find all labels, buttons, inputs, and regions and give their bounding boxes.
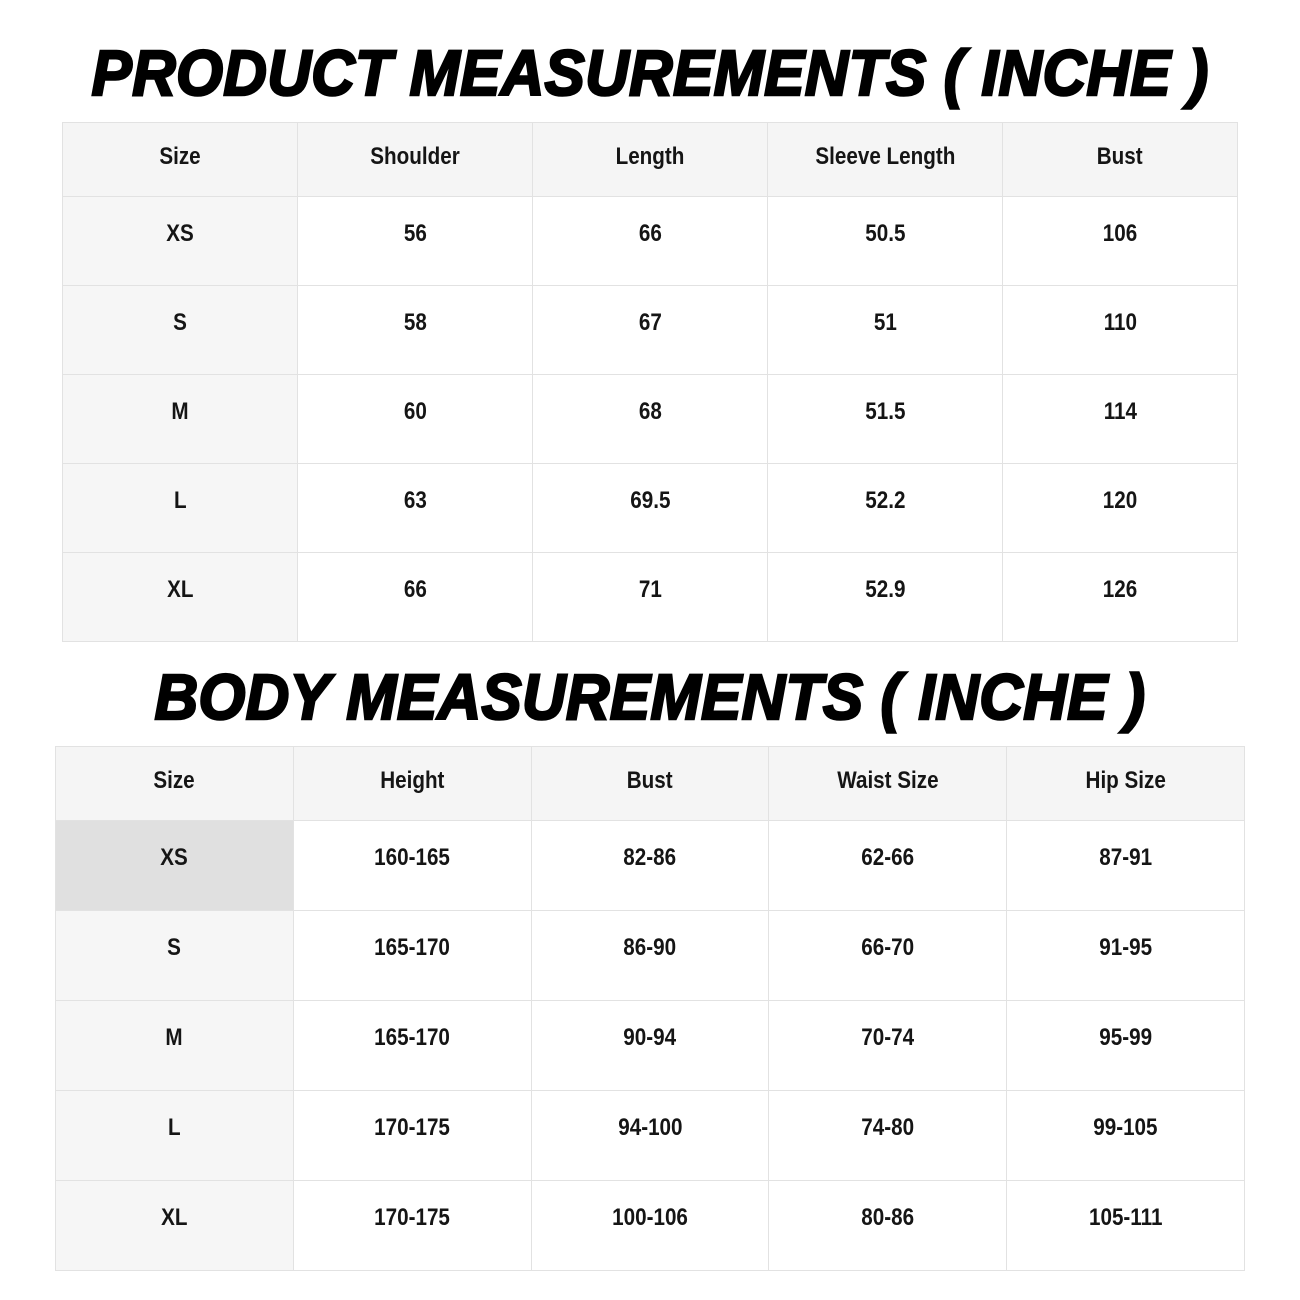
value-cell	[533, 553, 768, 642]
column-header-text: Shoulder	[370, 143, 460, 170]
table-row	[56, 821, 1245, 911]
value-cell	[1003, 197, 1238, 286]
value-cell-text: 80-86	[861, 1204, 915, 1231]
column-header	[293, 747, 531, 821]
size-cell	[56, 821, 294, 911]
value-cell	[293, 1001, 531, 1091]
column-header-text: Bust	[627, 767, 673, 794]
value-cell	[533, 286, 768, 375]
table-row	[56, 911, 1245, 1001]
value-cell	[298, 197, 533, 286]
size-cell-text: S	[173, 308, 187, 336]
value-cell-text: 58	[403, 308, 427, 336]
column-header	[63, 123, 298, 197]
column-header-text: Height	[380, 767, 445, 794]
body-measurements-table	[55, 746, 1245, 1271]
size-cell	[63, 286, 298, 375]
size-cell-text: XL	[161, 1204, 188, 1231]
value-cell-text: 68	[638, 397, 662, 425]
column-header	[1007, 747, 1245, 821]
size-cell	[56, 911, 294, 1001]
product-measurements-table	[62, 122, 1238, 642]
size-cell-text: L	[173, 486, 187, 514]
value-cell-text: 160-165	[374, 844, 451, 871]
size-cell	[56, 1091, 294, 1181]
value-cell	[768, 197, 1003, 286]
value-cell-text: 165-170	[374, 934, 451, 961]
value-cell	[533, 464, 768, 553]
value-cell	[1007, 821, 1245, 911]
body-measurements-title	[0, 654, 1300, 740]
value-cell	[531, 1181, 769, 1271]
column-header-text: Hip Size	[1085, 767, 1166, 794]
table-row	[56, 1001, 1245, 1091]
body-measurements-title-text: BODY MEASUREMENTS ( INCHE )	[154, 661, 1146, 733]
value-cell	[533, 375, 768, 464]
size-cell	[63, 553, 298, 642]
value-cell	[293, 911, 531, 1001]
value-cell-text: 170-175	[374, 1204, 451, 1231]
value-cell-text: 51	[873, 308, 897, 336]
value-cell-text: 70-74	[861, 1024, 915, 1051]
table-row	[63, 197, 1238, 286]
value-cell	[293, 1091, 531, 1181]
value-cell	[1003, 464, 1238, 553]
value-cell-text: 74-80	[861, 1114, 915, 1141]
value-cell	[293, 821, 531, 911]
column-header-text: Size	[153, 767, 196, 794]
table-row	[63, 553, 1238, 642]
value-cell-text: 87-91	[1099, 844, 1152, 871]
value-cell-text: 52.2	[864, 486, 906, 514]
value-cell-text: 105-111	[1088, 1204, 1163, 1231]
value-cell-text: 62-66	[861, 844, 915, 871]
value-cell-text: 110	[1103, 308, 1137, 336]
column-header	[56, 747, 294, 821]
size-cell	[63, 375, 298, 464]
value-cell	[531, 911, 769, 1001]
value-cell	[298, 375, 533, 464]
value-cell	[768, 464, 1003, 553]
column-header-text: Sleeve Length	[815, 143, 955, 170]
value-cell	[1007, 1001, 1245, 1091]
value-cell	[298, 286, 533, 375]
size-cell-text: XS	[160, 844, 189, 871]
size-cell	[56, 1181, 294, 1271]
value-cell-text: 94-100	[617, 1114, 683, 1141]
value-cell-text: 67	[638, 308, 662, 336]
value-cell	[1003, 553, 1238, 642]
value-cell	[298, 464, 533, 553]
size-cell-text: M	[171, 397, 189, 425]
column-header-text: Length	[615, 143, 685, 170]
value-cell	[768, 553, 1003, 642]
value-cell	[531, 821, 769, 911]
value-cell-text: 106	[1102, 219, 1138, 247]
value-cell-text: 66-70	[861, 934, 915, 961]
value-cell-text: 69.5	[629, 486, 671, 514]
value-cell-text: 126	[1102, 575, 1138, 603]
value-cell-text: 165-170	[374, 1024, 451, 1051]
value-cell-text: 51.5	[864, 397, 906, 425]
column-header-text: Waist Size	[837, 767, 939, 794]
column-header-text: Size	[159, 143, 201, 170]
value-cell-text: 50.5	[864, 219, 906, 247]
table-row	[63, 464, 1238, 553]
product-table-body	[63, 197, 1238, 642]
column-header	[533, 123, 768, 197]
size-cell	[63, 464, 298, 553]
value-cell	[769, 1001, 1007, 1091]
value-cell	[769, 1181, 1007, 1271]
value-cell-text: 86-90	[623, 934, 677, 961]
value-cell-text: 120	[1102, 486, 1138, 514]
size-cell-text: L	[168, 1114, 181, 1141]
value-cell-text: 63	[403, 486, 427, 514]
value-cell	[769, 1091, 1007, 1181]
value-cell-text: 66	[403, 575, 427, 603]
value-cell	[1007, 911, 1245, 1001]
size-cell-text: XS	[166, 219, 194, 247]
value-cell-text: 90-94	[623, 1024, 677, 1051]
value-cell-text: 60	[403, 397, 427, 425]
table-row	[63, 286, 1238, 375]
size-cell	[63, 197, 298, 286]
table-row	[63, 375, 1238, 464]
value-cell	[1003, 286, 1238, 375]
value-cell	[1007, 1181, 1245, 1271]
table-row	[56, 1181, 1245, 1271]
value-cell-text: 82-86	[623, 844, 677, 871]
value-cell-text: 91-95	[1099, 934, 1152, 961]
size-cell-text: S	[167, 934, 182, 961]
value-cell-text: 95-99	[1099, 1024, 1152, 1051]
header-row	[63, 123, 1238, 197]
value-cell	[531, 1091, 769, 1181]
value-cell	[768, 286, 1003, 375]
value-cell-text: 56	[403, 219, 427, 247]
column-header-text: Bust	[1097, 143, 1143, 170]
product-table-head	[63, 123, 1238, 197]
size-cell	[56, 1001, 294, 1091]
value-cell	[293, 1181, 531, 1271]
value-cell-text: 170-175	[374, 1114, 451, 1141]
value-cell-text: 52.9	[864, 575, 906, 603]
value-cell	[768, 375, 1003, 464]
value-cell	[769, 911, 1007, 1001]
body-table-head	[56, 747, 1245, 821]
column-header	[768, 123, 1003, 197]
value-cell	[298, 553, 533, 642]
value-cell-text: 99-105	[1093, 1114, 1158, 1141]
header-row	[56, 747, 1245, 821]
column-header	[1003, 123, 1238, 197]
value-cell	[533, 197, 768, 286]
value-cell-text: 71	[638, 575, 662, 603]
value-cell	[769, 821, 1007, 911]
column-header	[531, 747, 769, 821]
value-cell	[1007, 1091, 1245, 1181]
size-cell-text: XL	[166, 575, 194, 603]
value-cell	[1003, 375, 1238, 464]
value-cell-text: 114	[1103, 397, 1137, 425]
product-measurements-title	[0, 30, 1300, 116]
value-cell-text: 100-106	[612, 1204, 688, 1231]
column-header	[298, 123, 533, 197]
value-cell-text: 66	[638, 219, 662, 247]
column-header	[769, 747, 1007, 821]
table-row	[56, 1091, 1245, 1181]
size-cell-text: M	[165, 1024, 183, 1051]
value-cell	[531, 1001, 769, 1091]
product-measurements-title-text: PRODUCT MEASUREMENTS ( INCHE )	[91, 37, 1209, 109]
body-table-body	[56, 821, 1245, 1271]
